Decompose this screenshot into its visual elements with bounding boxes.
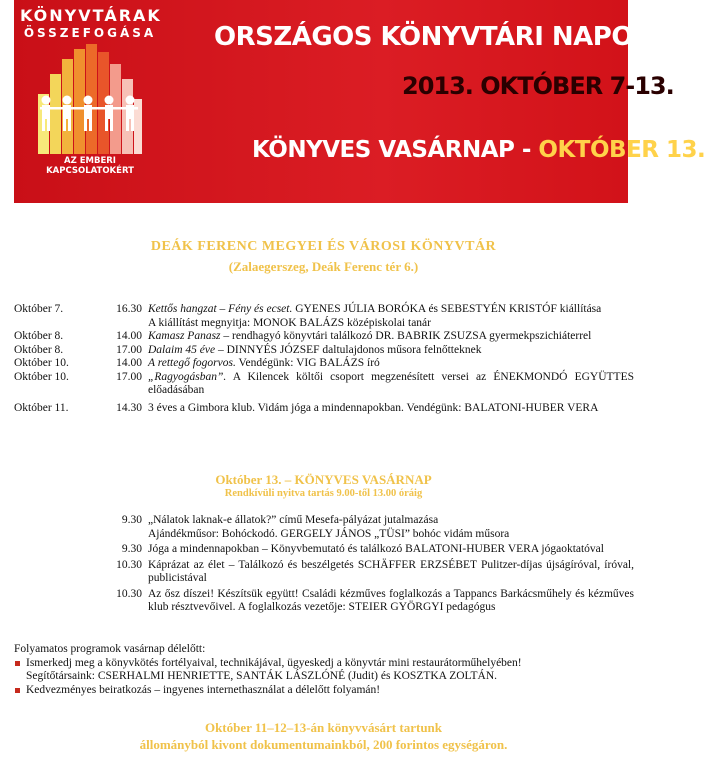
sunday-row <box>14 588 634 615</box>
schedule-row <box>14 344 634 358</box>
sunday-title: Október 13. – KÖNYVES VASÁRNAP <box>215 472 432 487</box>
sunday-hours: Rendkívüli nyitva tartás 9.00-től 13.00 óráig <box>224 488 423 499</box>
row-time: 16.30 <box>116 303 142 315</box>
continuous-programs <box>14 643 639 697</box>
sunday-row <box>14 559 634 586</box>
row-time: 14.00 <box>116 330 142 342</box>
row-date: Október 8. <box>14 343 64 356</box>
schedule-row <box>14 402 634 416</box>
row-time: 9.30 <box>121 514 142 526</box>
bullet-subtext: Segítőtársaink: CSERHALMI HENRIETTE, SANTÁK LÁSZLÓNÉ (Judit) és KOSZTKA ZOLTÁN. <box>26 670 498 682</box>
row-description <box>148 514 634 541</box>
row-title: A rettegő fogorvos. <box>148 357 236 369</box>
row-description: Az ősz díszei! Készítsük együtt! Családi kézműves foglalkozás a Tappancs Barkácsműhely és kézműves klub résztvevőivel. A foglalkozás vezetője: STEIER GYÖRGYI pedagógus <box>148 587 634 613</box>
subtitle-part: KÖNYVES VASÁRNAP - <box>252 137 539 163</box>
row-extra: Ajándékműsor: Bohóckodó. GERGELY JÁNOS „TÜSI” bohóc vidám műsora <box>148 527 510 540</box>
schedule-list <box>14 303 634 415</box>
row-description: Káprázat az élet – Találkozó és beszélgetés SCHÄFFER ERZSÉBET Pulitzer-díjas újságíróval, íróval, publicistával <box>148 558 634 584</box>
row-title: Kettős hangzat – Fény és ecset. <box>148 303 293 315</box>
sunday-list <box>14 514 634 615</box>
continuous-heading: Folyamatos programok vasárnap délelőtt: <box>14 643 206 655</box>
row-time: 17.00 <box>116 343 142 356</box>
event-subtitle <box>252 137 705 163</box>
row-description: 3 éves a Gimbora klub. Vidám jóga a mindennapokban. Vendégünk: BALATONI-HUBER VERA <box>148 401 599 414</box>
event-title: ORSZÁGOS KÖNYVTÁRI NAPOK <box>214 22 653 52</box>
schedule-row <box>14 371 634 398</box>
row-description <box>148 303 634 330</box>
row-text: A Kilencek költői csoport megzenésített versei az ÉNEKMONDÓ EGYÜTTES előadásában <box>148 370 634 396</box>
row-description: Jóga a mindennapokban – Könyvbemutató és találkozó BALATONI-HUBER VERA jógaoktatóval <box>148 543 604 555</box>
row-text: – rendhagyó könyvtári találkozó DR. BABRIK ZSUZSA gyermekpszichiáterrel <box>220 330 592 342</box>
book-fair-line1: Október 11–12–13-án könyvvásárt tartunk <box>204 720 443 735</box>
row-time: 10.30 <box>116 558 142 571</box>
subtitle-date: OKTÓBER 13. <box>538 137 705 163</box>
library-name: DEÁK FERENC MEGYEI ÉS VÁROSI KÖNYVTÁR <box>150 239 497 254</box>
row-date: Október 10. <box>14 357 69 369</box>
logo <box>20 4 160 176</box>
row-description <box>148 330 634 344</box>
book-fair-line2: állományból kivont dokumentumainkból, 200 forintos egységáron. <box>139 737 508 752</box>
people-chain-icon <box>38 44 142 154</box>
row-date: Október 11. <box>14 401 69 414</box>
row-title: Dalaim 45 éve <box>148 343 216 356</box>
logo-title: KÖNYVTÁRAK <box>20 6 162 25</box>
row-date: Október 7. <box>14 303 64 315</box>
row-text: GYENES JÚLIA BORÓKA és SEBESTYÉN KRISTÓF kiállítása <box>292 303 602 315</box>
row-date: Október 8. <box>14 330 64 342</box>
sunday-row <box>14 514 634 541</box>
bullet-item <box>14 657 639 684</box>
bullet-item <box>14 684 639 698</box>
schedule-row <box>14 303 634 330</box>
row-text: Vendégünk: VIG BALÁZS író <box>235 357 380 369</box>
row-text: „Nálatok laknak-e állatok?” című Mesefa-pályázat jutalmazása <box>148 514 439 526</box>
bullet-text: Kedvezményes beiratkozás – ingyenes internethasználat a délelőtt folyamán! <box>26 683 381 696</box>
schedule-row <box>14 330 634 344</box>
sunday-row <box>14 543 634 557</box>
row-date: Október 10. <box>14 370 69 383</box>
library-address: (Zalaegerszeg, Deák Ferenc tér 6.) <box>228 259 419 274</box>
row-time: 14.30 <box>116 401 142 414</box>
row-time: 10.30 <box>116 587 142 600</box>
row-title: Kamasz Panasz <box>148 330 221 342</box>
header-banner <box>14 0 705 203</box>
logo-tagline: AZ EMBERI KAPCSOLATOKÉRT <box>46 156 134 176</box>
row-extra: A kiállítást megnyitja: MONOK BALÁZS középiskolai tanár <box>148 316 431 329</box>
row-title: „Ragyogásban”. <box>148 370 227 383</box>
row-description <box>148 357 634 371</box>
row-time: 9.30 <box>121 543 142 555</box>
row-time: 14.00 <box>116 357 142 369</box>
row-description <box>148 371 634 398</box>
event-date: 2013. OKTÓBER 7-13. <box>402 72 674 100</box>
row-time: 17.00 <box>116 370 142 383</box>
schedule-row <box>14 357 634 371</box>
logo-subtitle: ÖSSZEFOGÁSA <box>23 26 157 40</box>
row-text: – DINNYÉS JÓZSEF daltulajdonos műsora felnőtteknek <box>215 343 482 356</box>
bullet-text: Ismerkedj meg a könyvkötés fortélyaival, technikájával, ügyeskedj a könyvtár mini restaurátorműhelyében! <box>26 656 522 669</box>
row-description <box>148 344 634 358</box>
